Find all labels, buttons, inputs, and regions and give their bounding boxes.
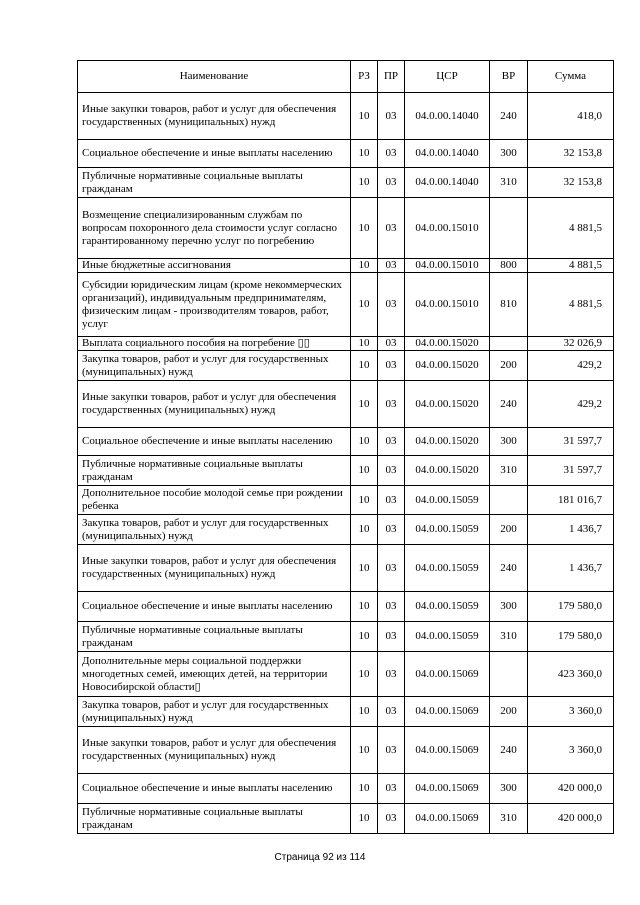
row-pr: 03 bbox=[378, 652, 405, 697]
row-vr: 300 bbox=[490, 140, 528, 168]
row-vr: 300 bbox=[490, 592, 528, 622]
row-rz: 10 bbox=[351, 622, 378, 652]
row-rz: 10 bbox=[351, 168, 378, 198]
row-vr: 810 bbox=[490, 273, 528, 337]
row-vr: 240 bbox=[490, 727, 528, 774]
row-vr: 200 bbox=[490, 697, 528, 727]
row-pr: 03 bbox=[378, 486, 405, 515]
row-pr: 03 bbox=[378, 428, 405, 456]
table-row bbox=[78, 486, 614, 515]
row-rz: 10 bbox=[351, 486, 378, 515]
row-name: Иные закупки товаров, работ и услуг для обеспечения государственных (муниципальных) нужд bbox=[78, 545, 351, 592]
row-csr: 04.0.00.15020 bbox=[405, 428, 490, 456]
row-name: Социальное обеспечение и иные выплаты населению bbox=[78, 140, 351, 168]
table-row bbox=[78, 93, 614, 140]
row-name: Закупка товаров, работ и услуг для государственных (муниципальных) нужд bbox=[78, 515, 351, 545]
row-csr: 04.0.00.15069 bbox=[405, 727, 490, 774]
row-name: Закупка товаров, работ и услуг для государственных (муниципальных) нужд bbox=[78, 697, 351, 727]
row-vr bbox=[490, 486, 528, 515]
row-pr: 03 bbox=[378, 140, 405, 168]
row-sum: 1 436,7 bbox=[528, 515, 614, 545]
row-pr: 03 bbox=[378, 697, 405, 727]
row-sum: 181 016,7 bbox=[528, 486, 614, 515]
row-pr: 03 bbox=[378, 259, 405, 273]
row-rz: 10 bbox=[351, 381, 378, 428]
row-pr: 03 bbox=[378, 545, 405, 592]
table-row bbox=[78, 337, 614, 351]
row-pr: 03 bbox=[378, 337, 405, 351]
table-row bbox=[78, 273, 614, 337]
row-rz: 10 bbox=[351, 697, 378, 727]
row-pr: 03 bbox=[378, 456, 405, 486]
budget-table bbox=[77, 60, 614, 834]
row-name: Иные бюджетные ассигнования bbox=[78, 259, 351, 273]
row-pr: 03 bbox=[378, 273, 405, 337]
row-name: Иные закупки товаров, работ и услуг для обеспечения государственных (муниципальных) нужд bbox=[78, 727, 351, 774]
row-sum: 179 580,0 bbox=[528, 592, 614, 622]
row-name: Публичные нормативные социальные выплаты гражданам bbox=[78, 456, 351, 486]
row-vr: 200 bbox=[490, 515, 528, 545]
row-pr: 03 bbox=[378, 592, 405, 622]
header-csr: ЦСР bbox=[405, 61, 490, 93]
row-name: Субсидии юридическим лицам (кроме некоммерческих организаций), индивидуальным предпринимателям, физическим лицам - производителям товаров, работ, услуг bbox=[78, 273, 351, 337]
row-rz: 10 bbox=[351, 93, 378, 140]
row-csr: 04.0.00.15010 bbox=[405, 273, 490, 337]
table-row bbox=[78, 727, 614, 774]
row-name: Публичные нормативные социальные выплаты гражданам bbox=[78, 804, 351, 834]
row-sum: 429,2 bbox=[528, 381, 614, 428]
table-row bbox=[78, 456, 614, 486]
table-row bbox=[78, 351, 614, 381]
row-name: Социальное обеспечение и иные выплаты населению bbox=[78, 592, 351, 622]
row-vr: 240 bbox=[490, 93, 528, 140]
row-sum: 32 153,8 bbox=[528, 140, 614, 168]
row-rz: 10 bbox=[351, 545, 378, 592]
header-pr: ПР bbox=[378, 61, 405, 93]
table-row bbox=[78, 515, 614, 545]
row-rz: 10 bbox=[351, 774, 378, 804]
row-vr: 310 bbox=[490, 622, 528, 652]
table-row bbox=[78, 428, 614, 456]
row-rz: 10 bbox=[351, 351, 378, 381]
row-rz: 10 bbox=[351, 273, 378, 337]
row-sum: 3 360,0 bbox=[528, 727, 614, 774]
row-rz: 10 bbox=[351, 198, 378, 259]
row-vr bbox=[490, 337, 528, 351]
row-name: Закупка товаров, работ и услуг для государственных (муниципальных) нужд bbox=[78, 351, 351, 381]
row-sum: 429,2 bbox=[528, 351, 614, 381]
table-row bbox=[78, 774, 614, 804]
row-rz: 10 bbox=[351, 652, 378, 697]
row-name: Публичные нормативные социальные выплаты гражданам bbox=[78, 622, 351, 652]
header-rz: РЗ bbox=[351, 61, 378, 93]
row-vr: 200 bbox=[490, 351, 528, 381]
row-vr bbox=[490, 652, 528, 697]
row-pr: 03 bbox=[378, 622, 405, 652]
table-row bbox=[78, 198, 614, 259]
row-sum: 32 153,8 bbox=[528, 168, 614, 198]
row-name: Выплата социального пособия на погребение ▯▯ bbox=[78, 337, 351, 351]
row-rz: 10 bbox=[351, 337, 378, 351]
page-number: Страница 92 из 114 bbox=[274, 852, 366, 863]
row-vr bbox=[490, 198, 528, 259]
row-pr: 03 bbox=[378, 198, 405, 259]
row-sum: 4 881,5 bbox=[528, 259, 614, 273]
row-name: Иные закупки товаров, работ и услуг для обеспечения государственных (муниципальных) нужд bbox=[78, 93, 351, 140]
table-row bbox=[78, 697, 614, 727]
row-pr: 03 bbox=[378, 168, 405, 198]
row-vr: 300 bbox=[490, 428, 528, 456]
row-csr: 04.0.00.15069 bbox=[405, 774, 490, 804]
row-csr: 04.0.00.14040 bbox=[405, 93, 490, 140]
table-row bbox=[78, 259, 614, 273]
row-name: Возмещение специализированным службам по вопросам похоронного дела стоимости услуг согласно гарантированному перечню услуг по погребению bbox=[78, 198, 351, 259]
row-rz: 10 bbox=[351, 259, 378, 273]
row-csr: 04.0.00.15059 bbox=[405, 622, 490, 652]
table-header bbox=[78, 61, 614, 93]
table-row bbox=[78, 381, 614, 428]
row-csr: 04.0.00.15010 bbox=[405, 198, 490, 259]
row-csr: 04.0.00.15069 bbox=[405, 652, 490, 697]
table-row bbox=[78, 545, 614, 592]
row-sum: 31 597,7 bbox=[528, 456, 614, 486]
row-rz: 10 bbox=[351, 456, 378, 486]
row-sum: 4 881,5 bbox=[528, 198, 614, 259]
row-vr: 240 bbox=[490, 381, 528, 428]
row-rz: 10 bbox=[351, 727, 378, 774]
row-rz: 10 bbox=[351, 428, 378, 456]
row-sum: 418,0 bbox=[528, 93, 614, 140]
table-row bbox=[78, 140, 614, 168]
row-csr: 04.0.00.15059 bbox=[405, 515, 490, 545]
row-pr: 03 bbox=[378, 381, 405, 428]
row-pr: 03 bbox=[378, 727, 405, 774]
row-rz: 10 bbox=[351, 515, 378, 545]
row-csr: 04.0.00.15069 bbox=[405, 804, 490, 834]
row-pr: 03 bbox=[378, 804, 405, 834]
table-row bbox=[78, 168, 614, 198]
row-sum: 32 026,9 bbox=[528, 337, 614, 351]
row-name: Иные закупки товаров, работ и услуг для обеспечения государственных (муниципальных) нужд bbox=[78, 381, 351, 428]
row-csr: 04.0.00.14040 bbox=[405, 140, 490, 168]
header-name: Наименование bbox=[78, 61, 351, 93]
row-csr: 04.0.00.15020 bbox=[405, 351, 490, 381]
row-pr: 03 bbox=[378, 93, 405, 140]
row-name: Публичные нормативные социальные выплаты гражданам bbox=[78, 168, 351, 198]
row-sum: 420 000,0 bbox=[528, 774, 614, 804]
row-csr: 04.0.00.15020 bbox=[405, 381, 490, 428]
row-sum: 420 000,0 bbox=[528, 804, 614, 834]
table-row bbox=[78, 652, 614, 697]
table-row bbox=[78, 804, 614, 834]
row-name: Дополнительное пособие молодой семье при рождении ребенка bbox=[78, 486, 351, 515]
row-csr: 04.0.00.15059 bbox=[405, 545, 490, 592]
row-sum: 1 436,7 bbox=[528, 545, 614, 592]
row-sum: 3 360,0 bbox=[528, 697, 614, 727]
table-row bbox=[78, 622, 614, 652]
row-vr: 310 bbox=[490, 168, 528, 198]
row-vr: 800 bbox=[490, 259, 528, 273]
row-pr: 03 bbox=[378, 774, 405, 804]
row-vr: 310 bbox=[490, 804, 528, 834]
header-row bbox=[78, 61, 614, 93]
row-vr: 310 bbox=[490, 456, 528, 486]
row-pr: 03 bbox=[378, 515, 405, 545]
table-row bbox=[78, 592, 614, 622]
row-csr: 04.0.00.15059 bbox=[405, 592, 490, 622]
row-vr: 300 bbox=[490, 774, 528, 804]
row-csr: 04.0.00.15069 bbox=[405, 697, 490, 727]
table-body bbox=[78, 93, 614, 834]
row-csr: 04.0.00.15010 bbox=[405, 259, 490, 273]
row-name: Социальное обеспечение и иные выплаты населению bbox=[78, 774, 351, 804]
row-sum: 423 360,0 bbox=[528, 652, 614, 697]
header-sum: Сумма bbox=[528, 61, 614, 93]
row-csr: 04.0.00.15059 bbox=[405, 486, 490, 515]
row-name: Социальное обеспечение и иные выплаты населению bbox=[78, 428, 351, 456]
row-pr: 03 bbox=[378, 351, 405, 381]
header-vr: ВР bbox=[490, 61, 528, 93]
row-sum: 31 597,7 bbox=[528, 428, 614, 456]
row-name: Дополнительные меры социальной поддержки многодетных семей, имеющих детей, на территории Новосибирской области▯ bbox=[78, 652, 351, 697]
row-rz: 10 bbox=[351, 140, 378, 168]
row-csr: 04.0.00.15020 bbox=[405, 456, 490, 486]
row-csr: 04.0.00.14040 bbox=[405, 168, 490, 198]
row-sum: 179 580,0 bbox=[528, 622, 614, 652]
row-vr: 240 bbox=[490, 545, 528, 592]
row-csr: 04.0.00.15020 bbox=[405, 337, 490, 351]
row-rz: 10 bbox=[351, 804, 378, 834]
row-sum: 4 881,5 bbox=[528, 273, 614, 337]
row-rz: 10 bbox=[351, 592, 378, 622]
